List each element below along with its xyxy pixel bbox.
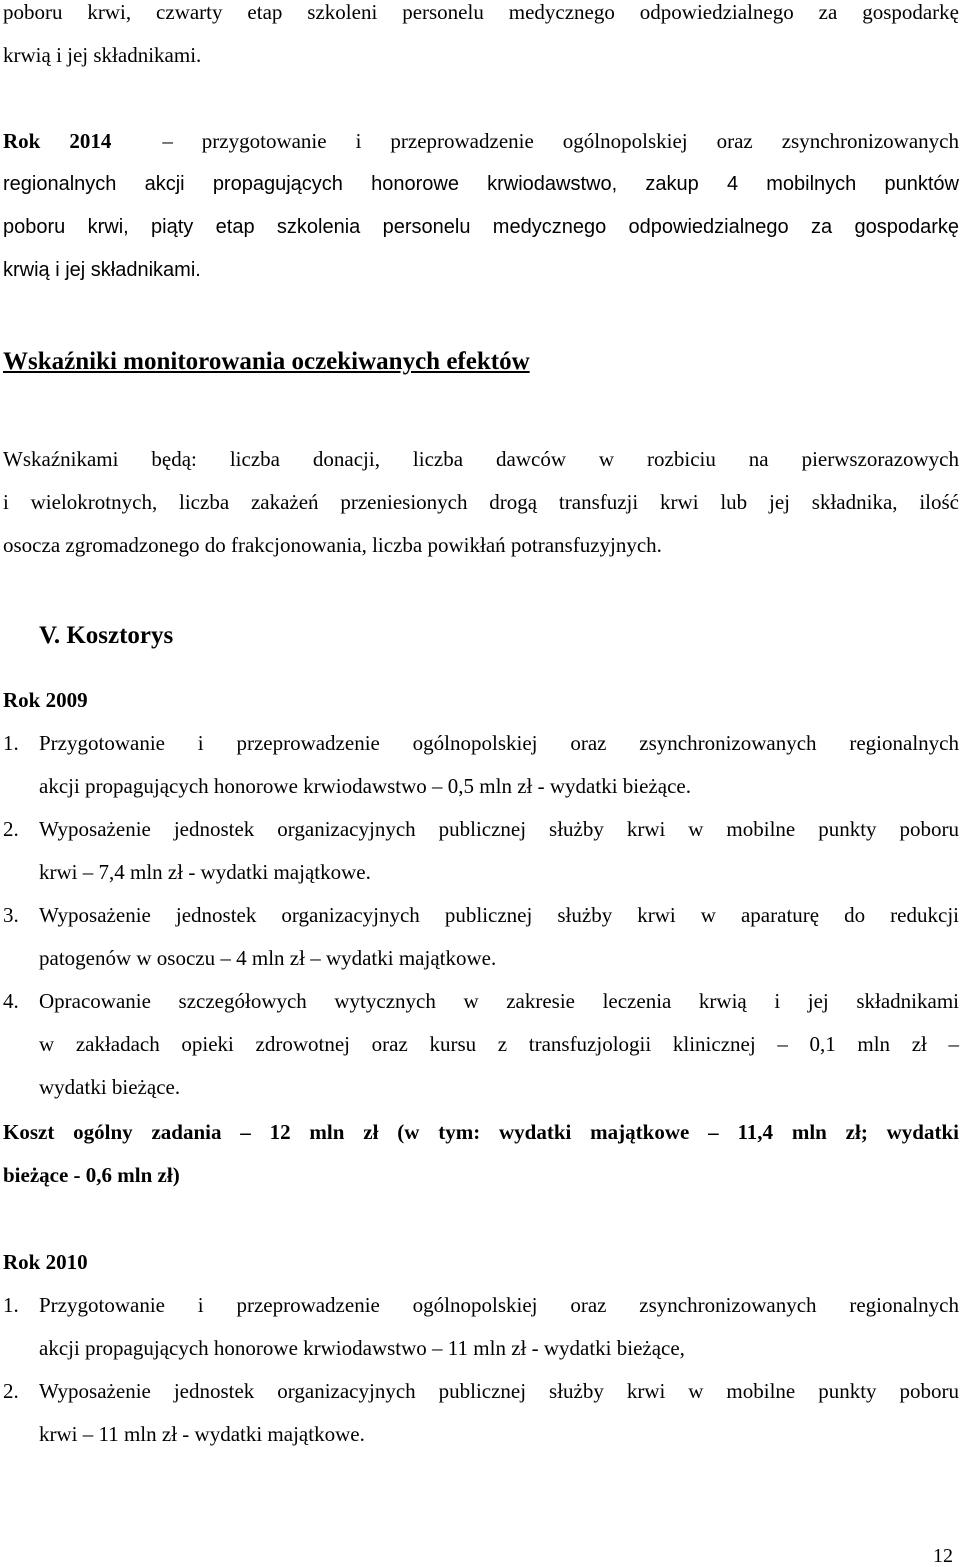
item-line: akcji propagujących honorowe krwiodawstwo – 0,5 mln zł - wydatki bieżące. xyxy=(39,774,691,798)
item-number: 1. xyxy=(3,1293,19,1317)
item-number: 1. xyxy=(3,731,19,755)
year-2009-heading xyxy=(3,679,959,722)
item-line: Przygotowanie i przeprowadzenie ogólnopolskiej oraz zsynchronizowanych regionalnych xyxy=(39,731,959,755)
item-line: wydatki bieżące. xyxy=(39,1075,181,1099)
year-label: Rok 2014 xyxy=(3,129,112,153)
rok-2014-paragraph xyxy=(3,120,959,292)
item-line: Wyposażenie jednostek organizacyjnych publicznej służby krwi w aparaturę do redukcji xyxy=(39,903,959,927)
item-line: krwi – 7,4 mln zł - wydatki majątkowe. xyxy=(39,860,371,884)
item-line: Wyposażenie jednostek organizacyjnych publicznej służby krwi w mobilne punkty poboru xyxy=(39,1379,959,1403)
total-cost-2009 xyxy=(3,1111,959,1197)
paragraph-line: osocza zgromadzonego do frakcjonowania, liczba powikłań potransfuzyjnych. xyxy=(3,533,662,557)
year-label: Rok 2010 xyxy=(3,1250,88,1274)
item-number: 2. xyxy=(3,817,19,841)
section-title: V. Kosztorys xyxy=(39,622,174,649)
total-line: Koszt ogólny zadania – 12 mln zł (w tym: wydatki majątkowe – 11,4 mln zł; wydatki xyxy=(3,1120,959,1144)
item-line: patogenów w osoczu – 4 mln zł – wydatki majątkowe. xyxy=(39,946,497,970)
indicators-paragraph xyxy=(3,438,959,567)
paragraph-line: regionalnych akcji propagujących honorowe krwiodawstwo, zakup 4 mobilnych punktów xyxy=(3,173,959,195)
item-line: Opracowanie szczegółowych wytycznych w zakresie leczenia krwią i jej składnikami xyxy=(39,989,959,1013)
year-2010-heading xyxy=(3,1241,959,1284)
previous-paragraph xyxy=(3,0,959,77)
item-line: krwi – 11 mln zł - wydatki majątkowe. xyxy=(39,1422,365,1446)
item-number: 4. xyxy=(3,989,19,1013)
page-number: 12 xyxy=(933,1545,953,1567)
paragraph-line: Wskaźnikami będą: liczba donacji, liczba dawców w rozbiciu na pierwszorazowych xyxy=(3,447,959,471)
paragraph-line: poboru krwi, czwarty etap szkoleni personelu medycznego odpowiedzialnego za gospodarkę xyxy=(3,0,959,24)
paragraph-line: krwią i jej składnikami. xyxy=(3,43,202,67)
section-heading: Wskaźniki monitorowania oczekiwanych efektów xyxy=(3,348,530,375)
item-line: akcji propagujących honorowe krwiodawstwo – 11 mln zł - wydatki bieżące, xyxy=(39,1336,685,1360)
paragraph-line: poboru krwi, piąty etap szkolenia personelu medycznego odpowiedzialnego za gospodarkę xyxy=(3,216,959,238)
item-number: 3. xyxy=(3,903,19,927)
indicators-section xyxy=(3,340,959,383)
paragraph-text: – przygotowanie i przeprowadzenie ogólnopolskiej oraz zsynchronizowanych xyxy=(162,129,959,153)
kosztorys-section xyxy=(39,614,939,657)
item-line: Przygotowanie i przeprowadzenie ogólnopolskiej oraz zsynchronizowanych regionalnych xyxy=(39,1293,959,1317)
item-line: Wyposażenie jednostek organizacyjnych publicznej służby krwi w mobilne punkty poboru xyxy=(39,817,959,841)
paragraph-line xyxy=(3,120,959,163)
paragraph-line: i wielokrotnych, liczba zakażeń przeniesionych drogą transfuzji krwi lub jej składnika, ilość xyxy=(3,490,959,514)
item-number: 2. xyxy=(3,1379,19,1403)
total-line: bieżące - 0,6 mln zł) xyxy=(3,1163,180,1187)
paragraph-line: krwią i jej składnikami. xyxy=(3,259,201,281)
year-label: Rok 2009 xyxy=(3,688,88,712)
item-line: w zakładach opieki zdrowotnej oraz kursu z transfuzjologii klinicznej – 0,1 mln zł – xyxy=(39,1032,959,1056)
